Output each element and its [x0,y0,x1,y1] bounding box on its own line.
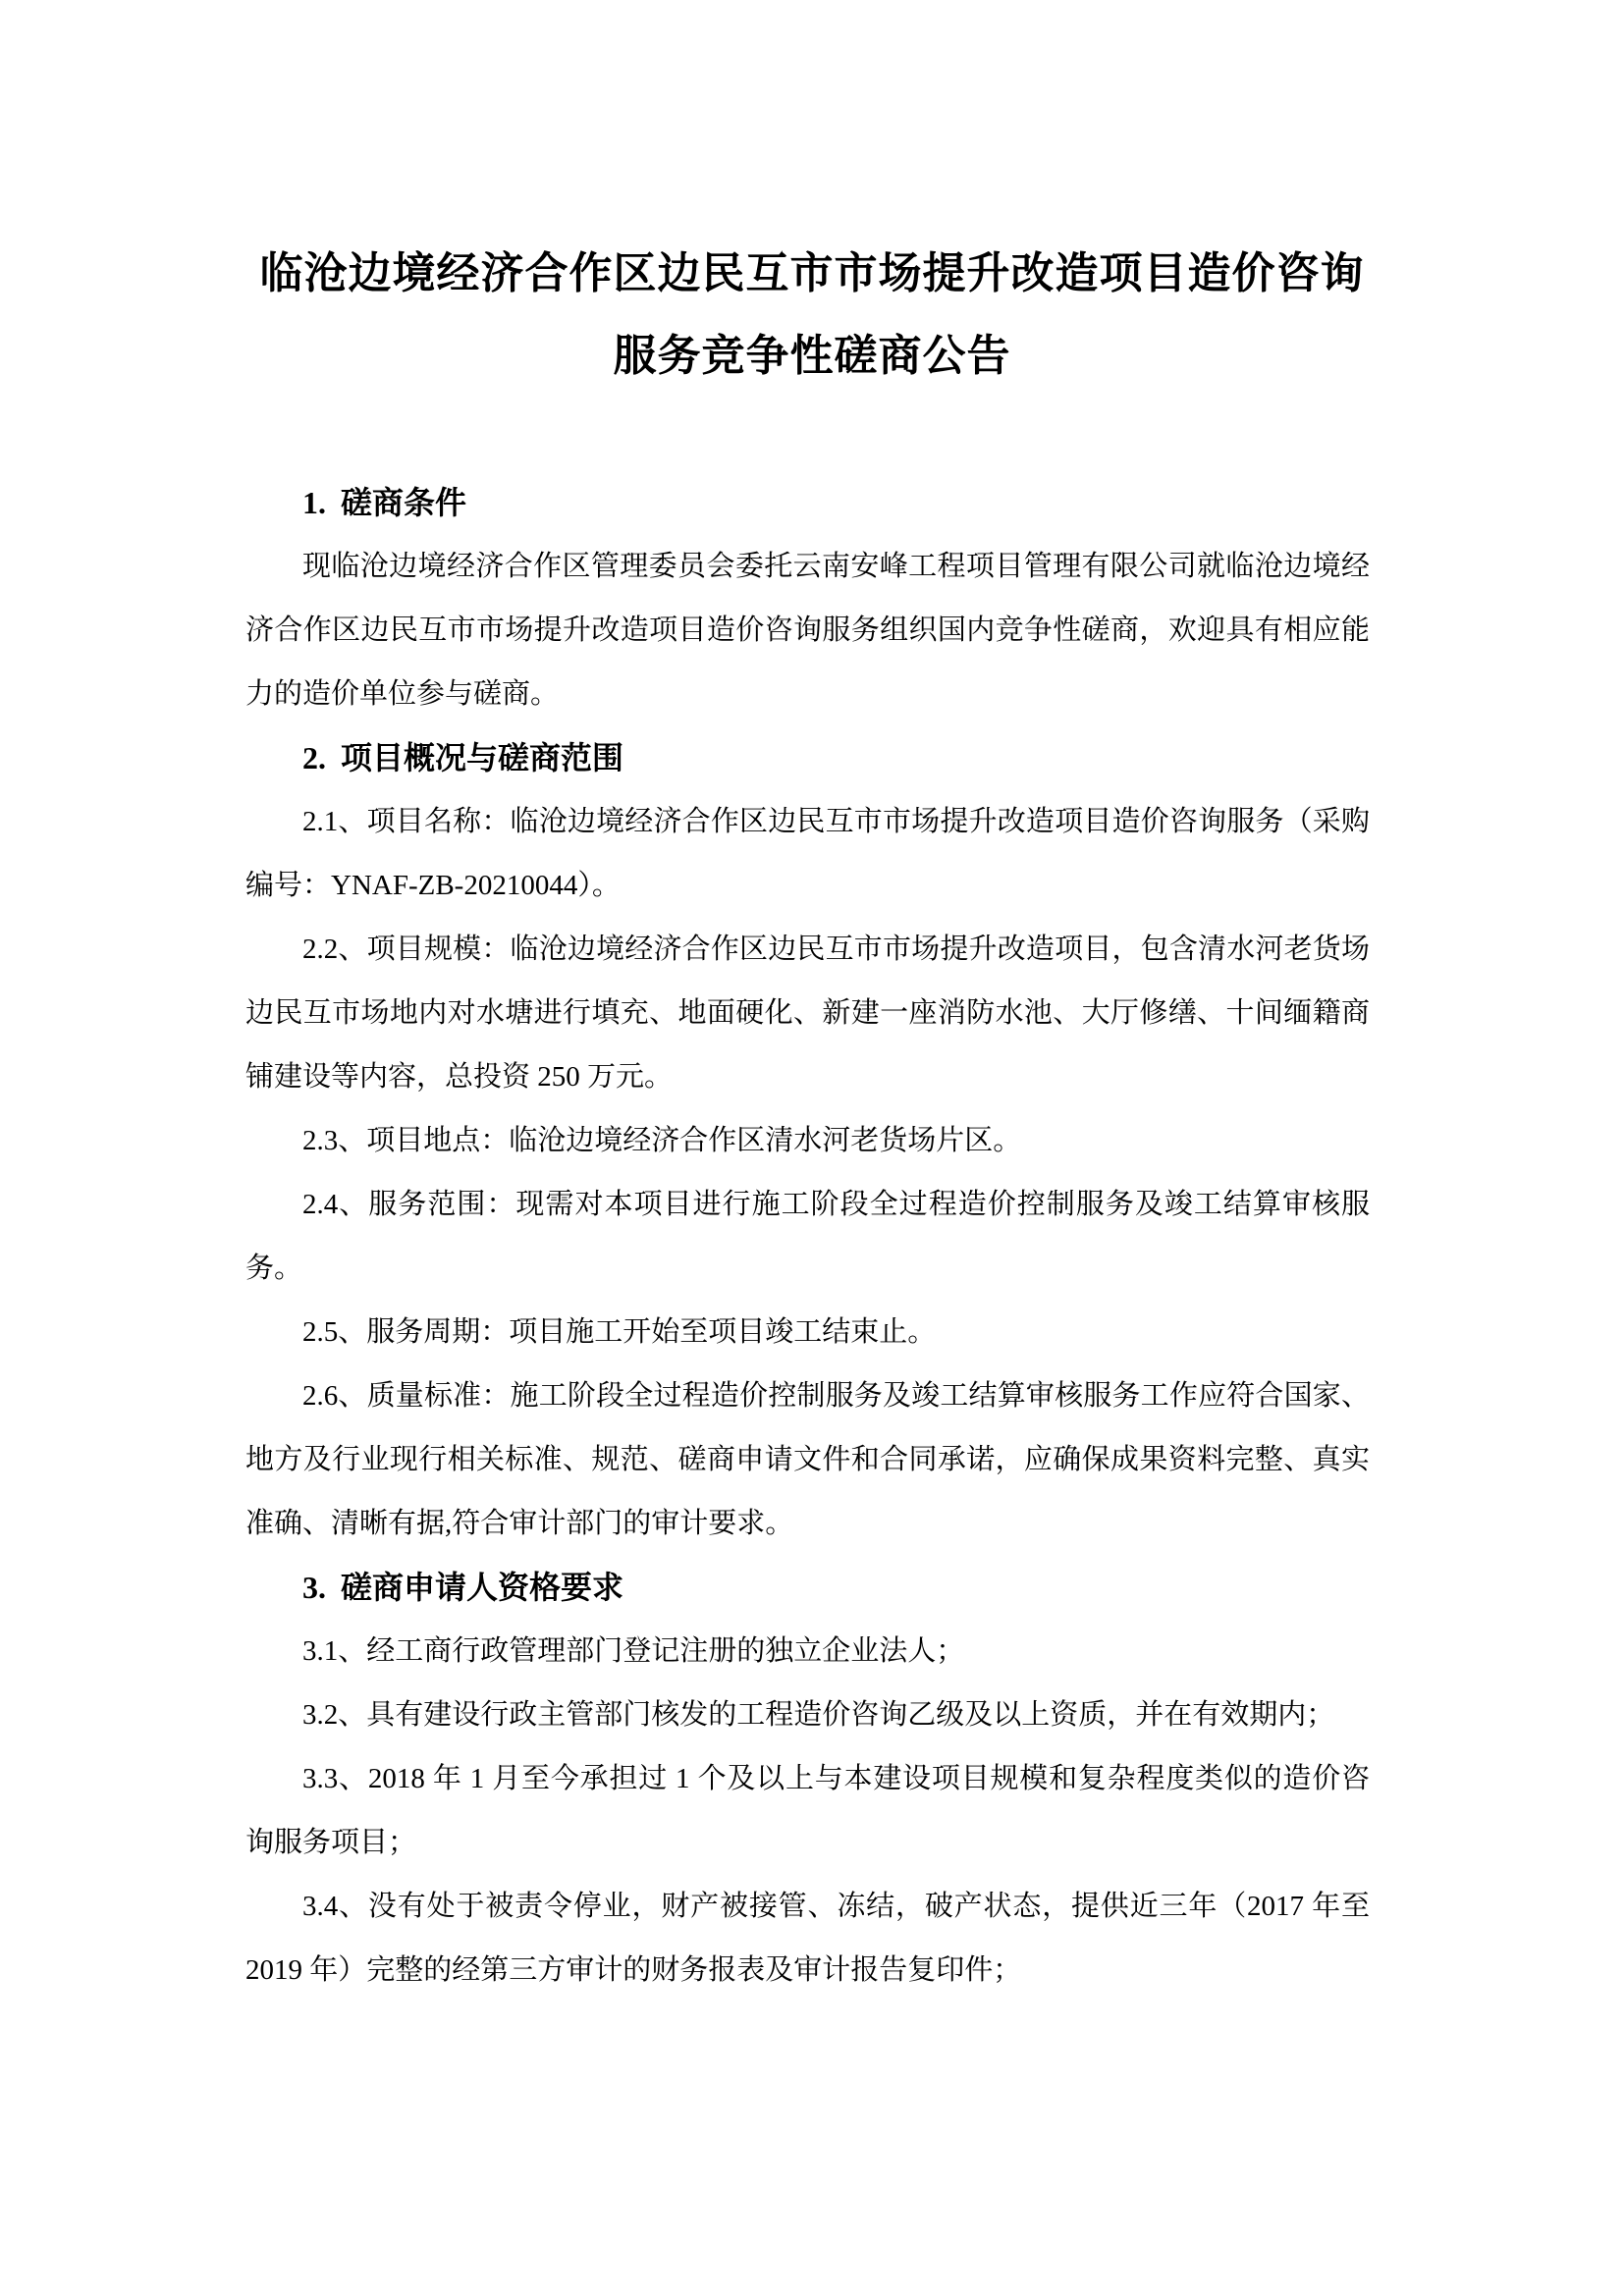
text-line: 3.3、2018 年 1 月至今承担过 1 个及以上与本建设项目规模和复杂程度类似的造价咨 [302,1763,1370,1794]
document-title-line2: 服务竞争性磋商公告 [613,332,1011,380]
section-heading-label: 磋商条件 [341,485,467,520]
text-line: 务。 [245,1253,303,1284]
text-line: 济合作区边民互市市场提升改造项目造价咨询服务组织国内竞争性磋商，欢迎具有相应能 [245,614,1370,646]
text-line: 现临沧边境经济合作区管理委员会委托云南安峰工程项目管理有限公司就临沧边境经 [302,551,1370,582]
text-line: 2019 年）完整的经第三方审计的财务报表及审计报告复印件； [245,1954,1022,1986]
document-title-line1: 临沧边境经济合作区边民互市市场提升改造项目造价咨询 [259,249,1365,297]
text-line: 准确、清晰有据,符合审计部门的审计要求。 [245,1508,794,1539]
text-line: 边民互市场地内对水塘进行填充、地面硬化、新建一座消防水池、大厅修缮、十间缅籍商 [245,997,1370,1029]
text-line: 2.4、服务范围：现需对本项目进行施工阶段全过程造价控制服务及竣工结算审核服 [302,1189,1370,1220]
section-heading [245,1556,1370,1620]
section-heading [245,726,1370,790]
section-number: 3. [302,1570,326,1605]
section-number: 1. [302,485,326,520]
section-heading-label: 磋商申请人资格要求 [341,1570,624,1605]
text-line: 铺建设等内容，总投资 250 万元。 [245,1061,674,1093]
section-heading [245,471,1370,535]
text-line: 询服务项目； [245,1827,417,1858]
document-title [245,233,1379,398]
section-heading-label: 项目概况与磋商范围 [341,740,624,775]
text-line: 编号：YNAF-ZB-20210044）。 [245,870,621,901]
document-body [245,471,1370,2002]
text-line: 2.2、项目规模：临沧边境经济合作区边民互市市场提升改造项目，包含清水河老货场 [302,934,1370,965]
text-line: 2.3、项目地点：临沧边境经济合作区清水河老货场片区。 [302,1125,1022,1156]
text-line: 3.2、具有建设行政主管部门核发的工程造价咨询乙级及以上资质，并在有效期内； [302,1699,1335,1731]
text-line: 2.6、质量标准：施工阶段全过程造价控制服务及竣工结算审核服务工作应符合国家、 [302,1380,1370,1412]
text-line: 2.1、项目名称：临沧边境经济合作区边民互市市场提升改造项目造价咨询服务（采购 [302,806,1370,837]
text-line: 2.5、服务周期：项目施工开始至项目竣工结束止。 [302,1316,937,1348]
text-line: 地方及行业现行相关标准、规范、磋商申请文件和合同承诺，应确保成果资料完整、真实 [245,1444,1370,1475]
text-line: 3.1、经工商行政管理部门登记注册的独立企业法人； [302,1635,965,1667]
text-line: 力的造价单位参与磋商。 [245,678,560,710]
text-line: 3.4、没有处于被责令停业，财产被接管、冻结，破产状态，提供近三年（2017 年至 [302,1891,1370,1922]
section-number: 2. [302,740,326,775]
